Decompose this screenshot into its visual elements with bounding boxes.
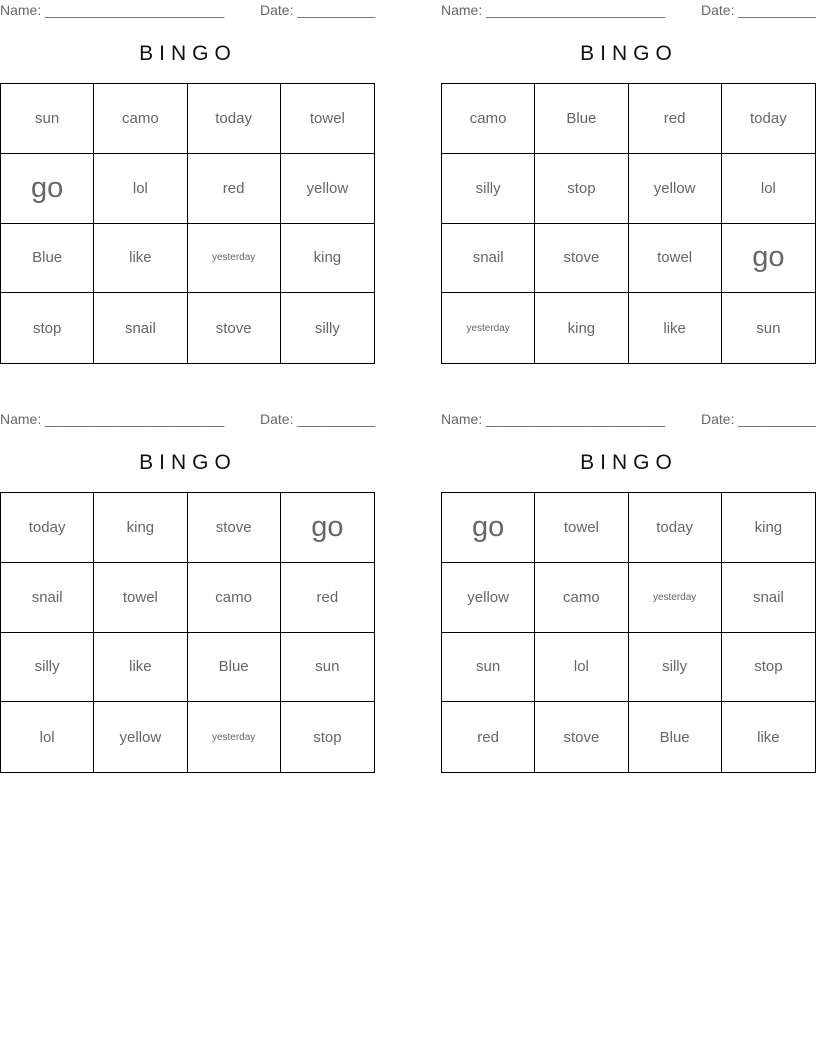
bingo-cell: stop xyxy=(1,293,94,363)
bingo-cell: Blue xyxy=(188,633,281,703)
bingo-cell: sun xyxy=(756,319,781,337)
bingo-cell: Blue xyxy=(629,702,722,772)
bingo-cell: snail xyxy=(1,563,94,633)
bingo-cell: stove xyxy=(535,702,628,772)
bingo-cell: stove xyxy=(188,493,281,563)
bingo-cell: today xyxy=(188,84,281,154)
bingo-cell: snail xyxy=(94,293,187,363)
bingo-cell: today xyxy=(722,84,815,154)
bingo-grid xyxy=(0,83,375,364)
bingo-cell: king xyxy=(722,493,815,563)
name-field-label: Name: _______________________ xyxy=(0,411,225,427)
bingo-cell: camo xyxy=(442,84,535,154)
bingo-cell: like xyxy=(94,633,187,703)
bingo-cell: silly xyxy=(442,154,535,224)
bingo-grid xyxy=(0,492,375,773)
bingo-cell: like xyxy=(94,224,187,294)
bingo-cell: yellow xyxy=(442,563,535,633)
bingo-cell: stove xyxy=(535,224,628,294)
bingo-cell: go xyxy=(442,493,535,563)
bingo-card xyxy=(441,409,816,779)
bingo-cell: red xyxy=(442,702,535,772)
card-title: BINGO xyxy=(580,42,678,65)
bingo-cell: Blue xyxy=(535,84,628,154)
bingo-cell: Blue xyxy=(1,224,94,294)
bingo-cell: sun xyxy=(1,84,94,154)
bingo-card xyxy=(0,409,376,779)
bingo-cell: like xyxy=(757,728,780,746)
bingo-cell: lol xyxy=(94,154,187,224)
bingo-cell: towel xyxy=(281,84,374,154)
card-title: BINGO xyxy=(139,451,237,474)
bingo-cell: stop xyxy=(535,154,628,224)
name-field-label: Name: _______________________ xyxy=(441,411,666,427)
bingo-cell: yellow xyxy=(281,154,374,224)
bingo-cell: yesterday xyxy=(188,224,281,294)
bingo-cell: go xyxy=(281,493,374,563)
bingo-cell: lol xyxy=(722,154,815,224)
bingo-cell: go xyxy=(722,224,815,294)
bingo-grid xyxy=(441,83,816,364)
date-field-label: Date: __________ xyxy=(260,2,376,18)
bingo-cell: king xyxy=(535,293,628,363)
bingo-cell: red xyxy=(629,84,722,154)
bingo-cell: stove xyxy=(188,293,281,363)
bingo-cell: camo xyxy=(94,84,187,154)
bingo-cell: silly xyxy=(629,633,722,703)
bingo-cell: towel xyxy=(94,563,187,633)
bingo-cell: snail xyxy=(722,563,815,633)
bingo-cell: silly xyxy=(1,633,94,703)
bingo-cell: today xyxy=(629,493,722,563)
date-field-label: Date: __________ xyxy=(701,411,816,427)
name-field-label: Name: _______________________ xyxy=(441,2,666,18)
bingo-cell: sun xyxy=(442,633,535,703)
bingo-cell: lol xyxy=(535,633,628,703)
bingo-cell: yesterday xyxy=(629,563,722,633)
bingo-card xyxy=(441,0,816,370)
bingo-cell: camo xyxy=(535,563,628,633)
bingo-cell: silly xyxy=(314,319,340,337)
bingo-cell: lol xyxy=(1,702,94,772)
bingo-cell: towel xyxy=(629,224,722,294)
bingo-cell: yellow xyxy=(629,154,722,224)
date-field-label: Date: __________ xyxy=(260,411,376,427)
bingo-cell: today xyxy=(1,493,94,563)
bingo-cell: camo xyxy=(188,563,281,633)
bingo-cell: king xyxy=(281,224,374,294)
bingo-cell: red xyxy=(188,154,281,224)
bingo-cell: like xyxy=(629,293,722,363)
bingo-grid xyxy=(441,492,816,773)
bingo-cell: snail xyxy=(442,224,535,294)
bingo-cell: red xyxy=(281,563,374,633)
bingo-cell: towel xyxy=(535,493,628,563)
card-title: BINGO xyxy=(580,451,678,474)
name-field-label: Name: _______________________ xyxy=(0,2,225,18)
card-title: BINGO xyxy=(139,42,237,65)
bingo-cell: king xyxy=(94,493,187,563)
bingo-cell: sun xyxy=(281,633,374,703)
bingo-cell: stop xyxy=(313,728,342,746)
bingo-cell: stop xyxy=(722,633,815,703)
bingo-cell: go xyxy=(1,154,94,224)
bingo-card xyxy=(0,0,376,370)
bingo-cell: yesterday xyxy=(188,702,281,772)
date-field-label: Date: __________ xyxy=(701,2,816,18)
bingo-cell: yesterday xyxy=(442,293,535,363)
bingo-cell: yellow xyxy=(94,702,187,772)
